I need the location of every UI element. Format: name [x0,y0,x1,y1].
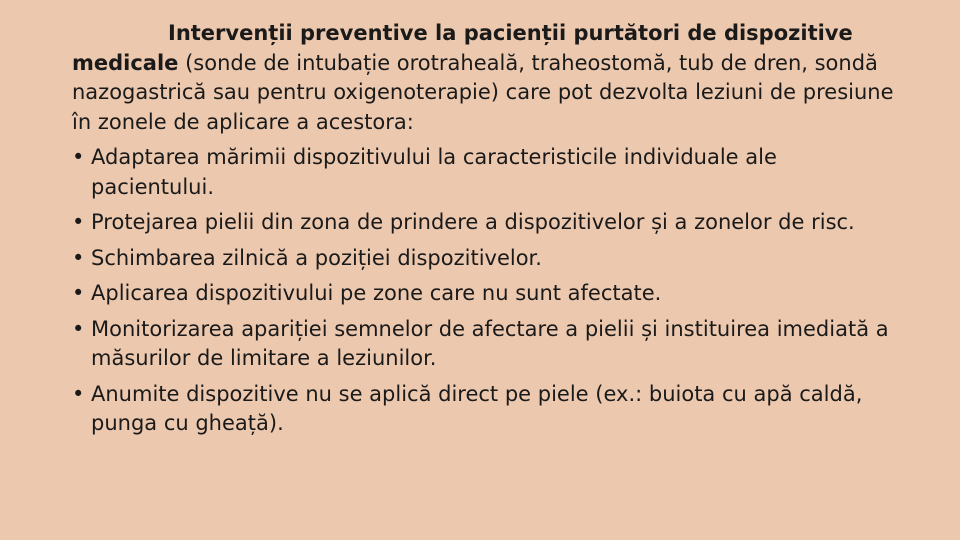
bullet-marker: • [72,316,85,341]
list-item-text: Aplicarea dispozitivului pe zone care nu sunt afectate. [91,281,662,305]
slide-content [72,19,902,445]
list-item-text: Schimbarea zilnică a poziției dispozitivelor. [91,245,542,270]
bullet-marker: • [72,210,85,234]
list-item [72,208,902,238]
bullet-marker: • [72,245,85,270]
list-item [72,279,902,309]
list-item [72,244,902,274]
list-item [72,143,902,202]
list-item [72,315,902,374]
intro-text: (sonde de intubație orotraheală, traheostomă, tub de dren, sondă nazogastrică sau pentru oxigenoterapie) care pot dezvolta leziuni de presiune în zonele de aplicare a acestora: [72,50,894,134]
bullet-marker: • [72,281,85,305]
bullet-marker: • [72,145,85,169]
list-item [72,380,902,439]
list-item-text: Adaptarea mărimii dispozitivului la caracteristicile individuale ale pacientului. [91,145,777,199]
list-item-text: Anumite dispozitive nu se aplică direct pe piele (ex.: buiota cu apă caldă, punga cu gheață). [91,381,863,435]
list-item-text: Monitorizarea apariției semnelor de afectare a pielii și instituirea imediată a măsurilor de limitare a leziunilor. [91,316,889,370]
bullet-list [72,143,902,439]
intro-paragraph [72,19,902,137]
list-item-text: Protejarea pielii din zona de prindere a dispozitivelor și a zonelor de risc. [91,210,855,234]
intro-heading: Intervenții preventive la pacienții purtători de dispozitive medicale [72,21,853,75]
bullet-marker: • [72,381,85,406]
